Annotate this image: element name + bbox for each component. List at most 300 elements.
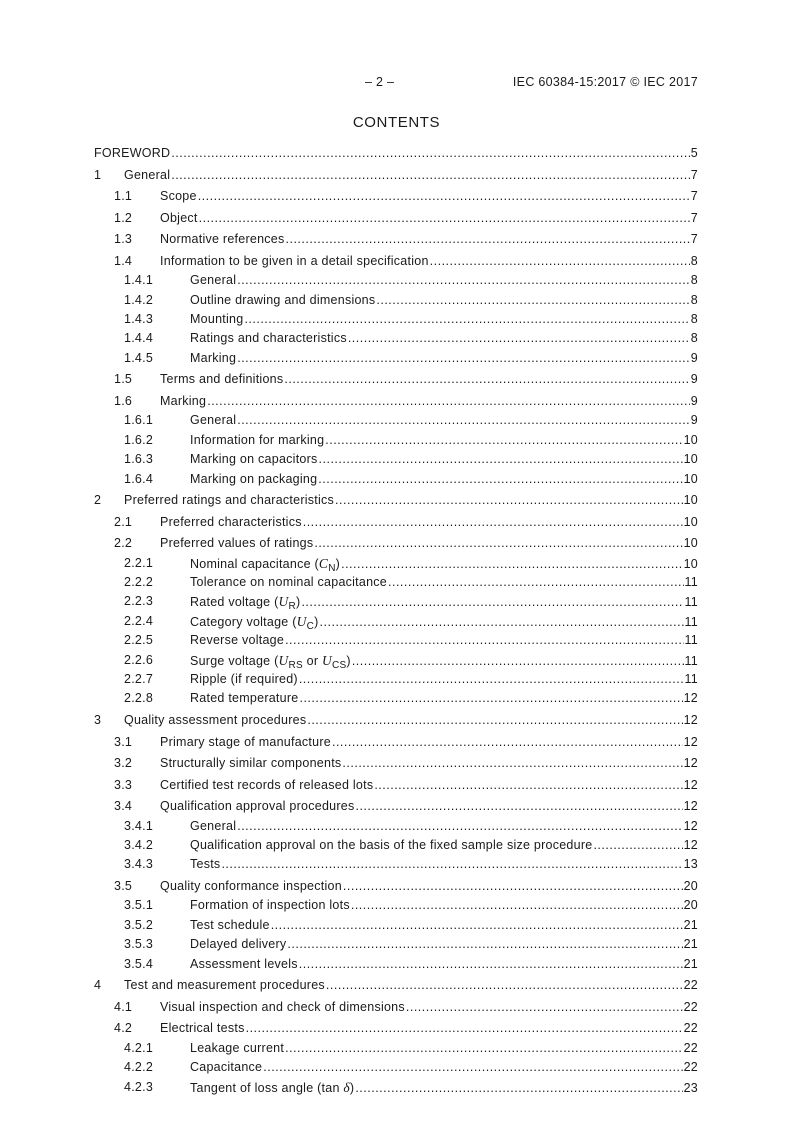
toc-entry-text: Marking: [160, 394, 207, 408]
toc-page-number: 7: [690, 210, 698, 225]
toc-page-number: 8: [690, 292, 698, 307]
toc-section-number: 2.1: [114, 514, 133, 529]
toc-entry-line: [190, 310, 698, 329]
toc-entry-line: [190, 271, 698, 290]
toc-entry-line: [160, 776, 698, 795]
toc-entry[interactable]: [94, 513, 698, 532]
toc-section-number: 2: [94, 493, 102, 508]
dot-leader: [355, 797, 682, 816]
toc-entry-text: FOREWORD: [94, 146, 171, 160]
toc-entry-line: [160, 797, 698, 816]
toc-entry-line: [190, 450, 698, 469]
toc-entry[interactable]: [94, 689, 698, 708]
toc-entry-line: [160, 534, 698, 553]
toc-entry[interactable]: [94, 187, 698, 206]
toc-section-number: 3: [94, 713, 102, 727]
toc-section-number: 3.5.4: [124, 956, 154, 971]
toc-section-number: 3.1: [114, 734, 133, 749]
toc-section-number: 1.3: [114, 232, 133, 247]
toc-section-number: 3.5.3: [124, 937, 154, 952]
dot-leader: [318, 470, 682, 489]
toc-entry-title: [160, 534, 313, 553]
toc-page-number: 8: [690, 273, 698, 288]
toc-entry-title: [160, 1019, 245, 1038]
dot-leader: [303, 513, 683, 532]
toc-entry-title: [160, 776, 373, 795]
toc-entry-line: [190, 935, 698, 954]
dot-leader: [221, 855, 682, 874]
math-symbol: U: [322, 652, 332, 668]
toc-section-number: 2.2.4: [124, 613, 154, 628]
dot-leader: [199, 209, 690, 228]
dot-leader: [263, 1058, 682, 1077]
math-symbol: C: [318, 555, 329, 571]
toc-entry[interactable]: [94, 797, 698, 816]
toc-section-number: 1: [94, 167, 102, 182]
toc-entry-text: Leakage current: [190, 1040, 285, 1055]
toc-entry-line: [160, 252, 698, 271]
toc-section-number: 1.6.1: [124, 413, 154, 428]
toc-section-number: 1.6.2: [124, 432, 154, 447]
toc-entry-line: [160, 1019, 698, 1038]
toc-entry-text: ): [335, 556, 341, 571]
toc-page-number: 23: [683, 1080, 698, 1095]
toc-entry-text: Surge voltage (: [190, 653, 279, 668]
dot-leader: [285, 1039, 683, 1058]
page-title: CONTENTS: [352, 114, 441, 131]
toc-section-number: 4.2.3: [124, 1079, 154, 1094]
toc-entry-text: Information for marking: [190, 432, 325, 447]
toc-entry-title: [160, 513, 302, 532]
toc-entry-text: Qualification approval on the basis of the fixed sample size procedure: [190, 838, 593, 853]
toc-section-number: 1.6: [114, 394, 133, 408]
toc-entry-line: [190, 349, 698, 368]
toc-page-number: 10: [683, 536, 698, 551]
dot-leader: [325, 431, 682, 450]
toc-page-number: 10: [683, 514, 698, 529]
toc-entry[interactable]: [94, 411, 698, 430]
toc-entry-title: [190, 631, 284, 650]
dot-leader: [376, 291, 689, 310]
toc-entry-text: Ratings and characteristics: [190, 331, 347, 346]
dot-leader: [237, 271, 690, 290]
toc-entry[interactable]: [94, 754, 698, 773]
toc-entry-text: Terms and definitions: [160, 372, 284, 387]
toc-entry-text: Primary stage of manufacture: [160, 734, 331, 749]
toc-entry-line: [190, 431, 698, 450]
toc-entry-title: [190, 1039, 284, 1058]
toc-page-number: 9: [690, 372, 698, 387]
toc-page-number: 21: [683, 956, 698, 971]
toc-entry-text: Quality assessment procedures: [124, 713, 307, 727]
toc-section-number: 2.2.8: [124, 691, 154, 706]
toc-entry[interactable]: [94, 651, 698, 670]
dot-leader: [299, 670, 684, 689]
toc-page-number: 12: [683, 818, 698, 833]
toc-entry-text: Mounting: [190, 312, 244, 327]
toc-page-number: 11: [684, 653, 698, 668]
toc-entry-line: [94, 144, 698, 163]
toc-section-number: 3.5.2: [124, 917, 154, 932]
toc-section-number: 2.2.5: [124, 633, 154, 648]
toc-entry-text: Marking: [190, 350, 237, 365]
toc-entry[interactable]: [94, 144, 698, 163]
toc-entry[interactable]: [94, 271, 698, 290]
toc-page-number: 21: [683, 937, 698, 952]
toc-entry-line: [124, 976, 698, 995]
toc-entry-text: Reverse voltage: [190, 633, 285, 648]
toc-entry[interactable]: [94, 998, 698, 1017]
toc-entry-line: [190, 631, 698, 650]
toc-entry-title: [190, 855, 220, 874]
toc-page-number: 8: [690, 312, 698, 327]
toc-entry-line: [160, 998, 698, 1017]
toc-entry-line: [190, 1078, 698, 1098]
toc-entry[interactable]: [94, 592, 698, 611]
toc-entry[interactable]: [94, 733, 698, 752]
toc-page-number: 12: [683, 756, 698, 771]
toc-entry[interactable]: [94, 670, 698, 689]
toc-section-number: 1.4.3: [124, 312, 154, 327]
dot-leader: [374, 776, 682, 795]
toc-entry-line: [190, 896, 698, 915]
toc-section-number: 1.4.1: [124, 273, 154, 288]
toc-entry[interactable]: [94, 209, 698, 228]
toc-section-number: 3.2: [114, 756, 133, 771]
toc-page-number: 9: [690, 350, 698, 365]
toc-entry[interactable]: [94, 916, 698, 935]
dot-leader: [593, 836, 682, 855]
math-subscript: RS: [288, 659, 303, 671]
toc-entry[interactable]: [94, 534, 698, 553]
dot-leader: [388, 573, 684, 592]
toc-section-number: 3.5.1: [124, 898, 154, 913]
toc-entry[interactable]: [94, 836, 698, 855]
toc-entry-text: Capacitance: [190, 1060, 263, 1075]
toc-page-number: 7: [690, 232, 698, 247]
toc-page-number: 13: [683, 857, 698, 872]
dot-leader: [171, 144, 689, 163]
toc-section-number: 3.4.3: [124, 857, 154, 872]
toc-entry-text: or: [302, 653, 322, 668]
dot-leader: [198, 187, 690, 206]
toc-entry-title: [160, 230, 285, 249]
toc-section-number: 1.4: [114, 253, 133, 268]
toc-section-number: 2.2.7: [124, 672, 154, 687]
page-header: [94, 75, 698, 93]
dot-leader: [244, 310, 689, 329]
toc-entry[interactable]: [94, 1058, 698, 1077]
toc-entry-line: [190, 817, 698, 836]
toc-entry[interactable]: [94, 310, 698, 329]
toc-entry-text: Quality conformance inspection: [160, 879, 342, 894]
dot-leader: [342, 754, 682, 773]
toc-entry-text: Delayed delivery: [190, 937, 287, 952]
dot-leader: [301, 593, 683, 612]
toc-entry-line: [160, 754, 698, 773]
toc-entry-title: [190, 1058, 262, 1077]
toc-entry[interactable]: [94, 450, 698, 469]
dot-leader: [343, 877, 683, 896]
toc-entry-text: ): [346, 653, 351, 668]
toc-page-number: 10: [683, 556, 698, 571]
toc-entry-title: [190, 431, 324, 450]
toc-page-number: 21: [683, 917, 698, 932]
toc-section-number: 2.2.3: [124, 594, 154, 609]
toc-entry[interactable]: [94, 817, 698, 836]
toc-entry[interactable]: [94, 349, 698, 368]
toc-section-number: 4.2: [114, 1021, 133, 1036]
dot-leader: [237, 411, 690, 430]
dot-leader: [286, 230, 690, 249]
toc-entry-text: Assessment levels: [190, 956, 298, 971]
toc-entry[interactable]: [94, 166, 698, 185]
toc-entry-text: ): [349, 1080, 355, 1095]
toc-entry-line: [124, 166, 698, 185]
toc-entry-line: [190, 329, 698, 348]
toc-section-number: 2.2: [114, 536, 133, 551]
toc-entry[interactable]: [94, 392, 698, 411]
toc-entry[interactable]: [94, 855, 698, 874]
toc-entry-title: [124, 711, 306, 730]
toc-page-number: 22: [683, 978, 698, 993]
toc-entry-title: [190, 349, 236, 368]
toc-entry-line: [190, 855, 698, 874]
toc-page-number: 22: [683, 1040, 698, 1055]
toc-entry[interactable]: [94, 230, 698, 249]
toc-entry-text: Outline drawing and dimensions: [190, 292, 376, 307]
toc-page-number: 12: [683, 799, 698, 814]
toc-entry-title: [190, 329, 347, 348]
toc-page-number: 12: [683, 691, 698, 706]
toc-page-number: 22: [683, 1021, 698, 1036]
toc-entry-text: Visual inspection and check of dimensions: [160, 999, 405, 1014]
toc-page-number: 9: [690, 413, 698, 428]
toc-entry-title: [160, 797, 354, 816]
toc-section-number: 2.2.6: [124, 652, 154, 667]
toc-entry-title: [160, 998, 405, 1017]
dot-leader: [314, 534, 682, 553]
toc-entry-text: Qualification approval procedures: [160, 799, 355, 814]
toc-section-number: 1.5: [114, 372, 133, 387]
toc-page-number: 9: [690, 394, 698, 408]
toc-entry-text: Rated temperature: [190, 691, 299, 706]
dot-leader: [237, 817, 682, 836]
toc-entry-title: [160, 370, 283, 389]
toc-page-number: 10: [683, 452, 698, 467]
toc-entry[interactable]: [94, 573, 698, 592]
page-number: – 2 –: [365, 75, 395, 89]
toc-entry[interactable]: [94, 252, 698, 271]
toc-entry-title: [94, 144, 170, 163]
dot-leader: [341, 555, 683, 574]
toc-page-number: 7: [690, 167, 698, 182]
toc-entry-text: Test and measurement procedures: [124, 978, 325, 993]
toc-entry-line: [124, 491, 698, 510]
toc-entry[interactable]: [94, 431, 698, 450]
math-symbol: U: [278, 594, 289, 610]
dot-leader: [285, 631, 683, 650]
dot-leader: [284, 370, 689, 389]
toc-entry-title: [190, 955, 298, 974]
dot-leader: [355, 1079, 682, 1098]
toc-entry-text: Category voltage (: [190, 614, 297, 629]
dot-leader: [246, 1019, 683, 1038]
toc-entry-title: [190, 689, 298, 708]
toc-entry-title: [124, 491, 334, 510]
toc-entry[interactable]: [94, 1019, 698, 1038]
toc-section-number: 1.4.2: [124, 292, 154, 307]
dot-leader: [430, 252, 690, 271]
toc-entry[interactable]: [94, 896, 698, 915]
dot-leader: [287, 935, 682, 954]
toc-entry-title: [160, 877, 342, 896]
toc-entry-text: Object: [160, 210, 198, 225]
toc-page-number: 11: [684, 595, 698, 610]
toc-entry-title: [190, 450, 318, 469]
toc-section-number: 1.6.4: [124, 471, 154, 486]
toc-entry-text: Scope: [160, 189, 197, 204]
math-subscript: R: [288, 601, 297, 613]
toc-entry-text: General: [190, 413, 237, 428]
toc-entry-line: [160, 370, 698, 389]
toc-entry[interactable]: [94, 291, 698, 310]
toc-entry-line: [190, 670, 698, 689]
toc-page-number: 11: [684, 614, 698, 629]
toc-entry-text: Rated voltage (: [190, 595, 279, 610]
dot-leader: [335, 491, 683, 510]
toc-section-number: 3.5: [114, 879, 133, 894]
toc-entry[interactable]: [94, 976, 698, 995]
math-symbol: U: [296, 613, 307, 629]
toc-entry-title: [190, 310, 243, 329]
toc-entry[interactable]: [94, 1039, 698, 1058]
dot-leader: [319, 450, 683, 469]
toc-entry-line: [160, 733, 698, 752]
toc-entry-text: Normative references: [160, 232, 285, 247]
toc-entry-text: Test schedule: [190, 917, 270, 932]
toc-entry-line: [190, 689, 698, 708]
math-subscript: C: [306, 620, 315, 632]
toc-entry-title: [124, 976, 325, 995]
toc-entry[interactable]: [94, 935, 698, 954]
toc-entry-text: General: [124, 167, 171, 182]
toc-section-number: 3.4.2: [124, 838, 154, 853]
toc-entry-title: [190, 470, 317, 489]
toc-section-number: 4: [94, 978, 102, 993]
toc-entry-line: [160, 230, 698, 249]
toc-entry-title: [190, 271, 236, 290]
dot-leader: [352, 652, 684, 671]
toc-section-number: 1.1: [114, 189, 133, 204]
toc-entry[interactable]: [94, 631, 698, 650]
toc-entry[interactable]: [94, 370, 698, 389]
toc-page-number: 11: [684, 672, 698, 687]
toc-entry-title: [160, 209, 198, 228]
toc-entry-title: [160, 392, 206, 411]
toc-entry-line: [160, 513, 698, 532]
toc-entry-text: Preferred values of ratings: [160, 536, 314, 551]
toc-page-number: 11: [684, 575, 698, 590]
toc-entry-title: [190, 836, 592, 855]
toc-page-number: 8: [690, 253, 698, 268]
toc-entry-line: [160, 187, 698, 206]
toc-entry-title: [190, 670, 298, 689]
toc-section-number: 4.2.1: [124, 1040, 154, 1055]
math-symbol: δ: [343, 1079, 350, 1095]
toc-entry-title: [190, 291, 375, 310]
toc-entry[interactable]: [94, 329, 698, 348]
toc-entry[interactable]: [94, 955, 698, 974]
toc-entry-text: General: [190, 273, 237, 288]
toc-section-number: 1.6.3: [124, 452, 154, 467]
toc-page-number: 11: [684, 633, 698, 648]
toc-entry[interactable]: [94, 491, 698, 510]
toc-section-number: 3.4: [114, 799, 133, 814]
toc-page-number: 12: [683, 734, 698, 749]
toc-entry[interactable]: [94, 776, 698, 795]
toc-entry-text: Tangent of loss angle (tan: [190, 1080, 344, 1095]
dot-leader: [207, 392, 690, 411]
toc-page-number: 12: [683, 713, 698, 727]
toc-entry-text: ): [296, 595, 301, 610]
toc-entry-text: Ripple (if required): [190, 672, 298, 687]
toc-page-number: 12: [683, 838, 698, 853]
toc-page-number: 10: [683, 432, 698, 447]
toc-entry[interactable]: [94, 554, 698, 573]
toc-page-number: 20: [683, 898, 698, 913]
toc-entry-line: [160, 877, 698, 896]
dot-leader: [332, 733, 683, 752]
toc-section-number: 4.2.2: [124, 1060, 154, 1075]
toc-entry-text: Nominal capacitance (: [190, 556, 319, 571]
toc-page-number: 20: [683, 879, 698, 894]
toc-section-number: 1.4.5: [124, 350, 154, 365]
toc-section-number: 2.2.2: [124, 575, 154, 590]
dot-leader: [171, 166, 690, 185]
toc-page-number: 22: [683, 999, 698, 1014]
toc-entry-line: [190, 573, 698, 592]
math-subscript: N: [328, 562, 336, 574]
toc-entry-text: Preferred characteristics: [160, 514, 302, 529]
dot-leader: [299, 955, 683, 974]
toc-entry-line: [124, 711, 698, 730]
toc-entry-line: [190, 470, 698, 489]
toc-entry-line: [190, 836, 698, 855]
toc-entry-title: [190, 573, 387, 592]
toc-entry-text: ): [314, 614, 319, 629]
toc-entry-text: Preferred ratings and characteristics: [124, 493, 335, 508]
toc-entry-line: [190, 955, 698, 974]
toc-entry[interactable]: [94, 877, 698, 896]
table-of-contents: [94, 144, 698, 1097]
toc-entry[interactable]: [94, 470, 698, 489]
dot-leader: [299, 689, 682, 708]
toc-entry[interactable]: [94, 612, 698, 631]
toc-entry-text: Certified test records of released lots: [160, 777, 374, 792]
dot-leader: [320, 613, 684, 632]
toc-section-number: 3.3: [114, 777, 133, 792]
toc-page-number: 10: [683, 471, 698, 486]
dot-leader: [237, 349, 690, 368]
toc-entry[interactable]: [94, 711, 698, 730]
toc-entry-title: [190, 935, 286, 954]
toc-entry-text: Marking on packaging: [190, 471, 318, 486]
toc-entry[interactable]: [94, 1078, 698, 1097]
dot-leader: [348, 329, 690, 348]
toc-section-number: 1.4.4: [124, 331, 154, 346]
toc-entry-text: General: [190, 818, 237, 833]
